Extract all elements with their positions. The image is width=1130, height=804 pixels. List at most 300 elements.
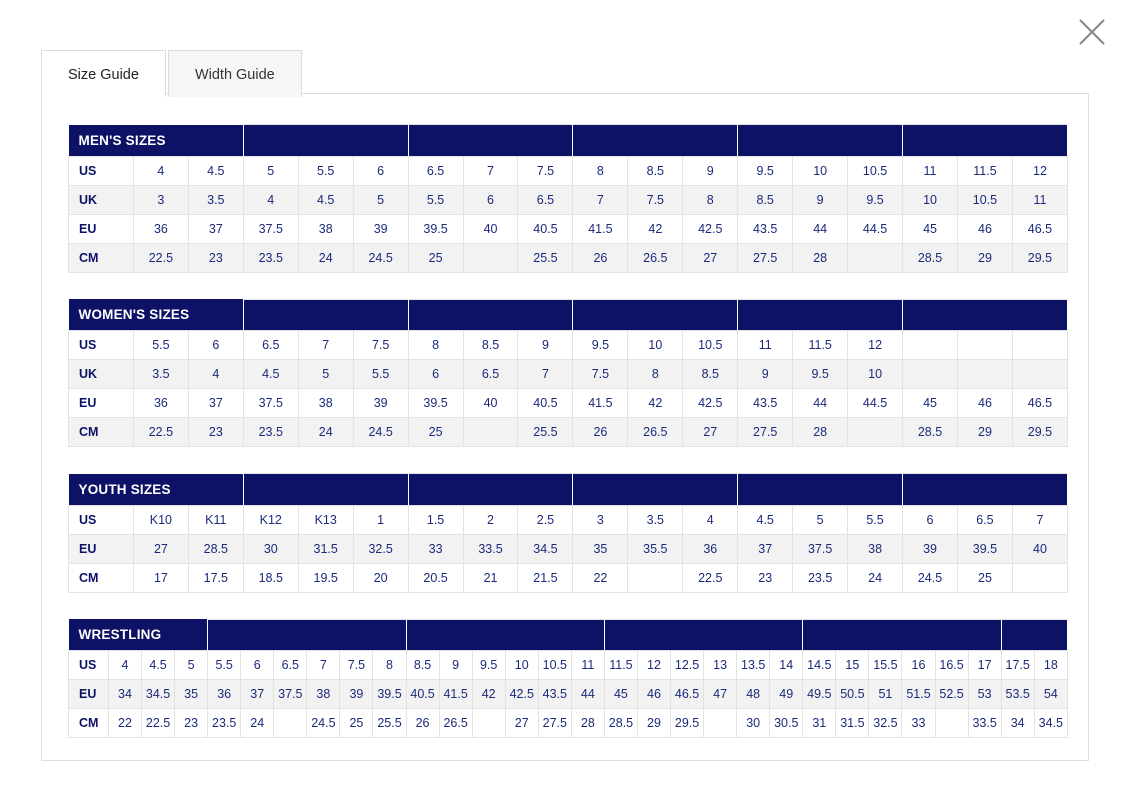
size-cell: 49.5	[803, 680, 836, 709]
table-header-filler	[573, 299, 738, 331]
size-cell: 40	[1012, 534, 1067, 563]
table-header-filler	[408, 299, 573, 331]
size-cell: 40.5	[406, 680, 439, 709]
size-cell: 37.5	[243, 214, 298, 243]
size-cell: 41.5	[573, 389, 628, 418]
size-cell: 38	[298, 214, 353, 243]
size-cell: 8.5	[463, 331, 518, 360]
table-header-row	[69, 299, 1068, 331]
size-cell: 43.5	[738, 389, 793, 418]
size-cell: 45	[903, 214, 958, 243]
size-cell: 10.5	[848, 156, 903, 185]
size-cell: 9.5	[848, 185, 903, 214]
size-cell: 10	[505, 651, 538, 680]
size-cell: 52.5	[935, 680, 968, 709]
size-cell: 4.5	[298, 185, 353, 214]
size-cell: 51	[869, 680, 902, 709]
size-cell: 44.5	[848, 214, 903, 243]
size-cell: 17.5	[1001, 651, 1034, 680]
size-cell: 24	[298, 243, 353, 272]
table-row	[69, 563, 1068, 592]
size-cell: 46	[957, 389, 1012, 418]
size-cell: 18.5	[243, 563, 298, 592]
size-cell: 9	[738, 360, 793, 389]
size-cell: 42.5	[683, 214, 738, 243]
size-cell: 7.5	[353, 331, 408, 360]
size-cell: 34	[108, 680, 141, 709]
size-cell: 22.5	[133, 243, 188, 272]
size-cell: 27	[683, 243, 738, 272]
table-header-filler	[208, 619, 406, 651]
size-cell: 28	[793, 418, 848, 447]
size-cell: 6.5	[243, 331, 298, 360]
size-cell: 21	[463, 563, 518, 592]
size-cell: 21.5	[518, 563, 573, 592]
size-cell	[903, 331, 958, 360]
table-header-filler	[903, 474, 1068, 506]
size-cell: 42.5	[505, 680, 538, 709]
size-cell: 15.5	[869, 651, 902, 680]
size-cell: 4.5	[243, 360, 298, 389]
table-row	[69, 156, 1068, 185]
size-cell: 12.5	[671, 651, 704, 680]
size-cell	[1012, 563, 1067, 592]
size-cell	[472, 709, 505, 738]
size-cell: 3.5	[628, 505, 683, 534]
size-cell: 39	[340, 680, 373, 709]
size-cell: 33	[408, 534, 463, 563]
table-title: WOMEN'S SIZES	[69, 299, 244, 331]
size-cell: 6	[188, 331, 243, 360]
size-cell: 37.5	[274, 680, 307, 709]
size-cell: 25.5	[518, 243, 573, 272]
size-cell: 4	[683, 505, 738, 534]
size-cell	[957, 331, 1012, 360]
size-cell: 51.5	[902, 680, 935, 709]
table-row	[69, 418, 1068, 447]
size-cell: 23.5	[793, 563, 848, 592]
size-cell: 42	[472, 680, 505, 709]
size-cell	[1012, 360, 1067, 389]
size-cell: 37	[738, 534, 793, 563]
size-cell: 7	[518, 360, 573, 389]
size-cell: 9.5	[573, 331, 628, 360]
table-row	[69, 331, 1068, 360]
size-cell: 3.5	[133, 360, 188, 389]
size-cell	[903, 360, 958, 389]
size-cell: 1.5	[408, 505, 463, 534]
size-cell: 36	[133, 214, 188, 243]
size-cell: 8.5	[628, 156, 683, 185]
size-cell: 18	[1034, 651, 1067, 680]
size-cell: 3	[133, 185, 188, 214]
size-cell: 39.5	[408, 214, 463, 243]
size-cell: 5	[793, 505, 848, 534]
size-cell: 24	[241, 709, 274, 738]
size-cell	[628, 563, 683, 592]
size-cell: 8.5	[683, 360, 738, 389]
size-cell: K11	[188, 505, 243, 534]
size-cell: 17	[133, 563, 188, 592]
size-cell: 5.5	[133, 331, 188, 360]
size-cell: 27.5	[738, 243, 793, 272]
table-title: WRESTLING	[69, 619, 208, 651]
row-label: US	[69, 505, 134, 534]
size-cell: K10	[133, 505, 188, 534]
table-header-filler	[243, 299, 408, 331]
row-label: EU	[69, 534, 134, 563]
size-cell: 23	[175, 709, 208, 738]
size-cell: 39.5	[373, 680, 406, 709]
size-cell: 1	[353, 505, 408, 534]
size-cell: 50.5	[836, 680, 869, 709]
size-cell: 28.5	[903, 243, 958, 272]
size-cell: 23.5	[208, 709, 241, 738]
size-cell: 7.5	[628, 185, 683, 214]
size-cell: 39	[353, 389, 408, 418]
size-cell: 39.5	[957, 534, 1012, 563]
size-cell: 30	[737, 709, 770, 738]
size-cell: 23	[188, 243, 243, 272]
size-cell: 24.5	[353, 418, 408, 447]
size-cell	[463, 243, 518, 272]
size-cell: 42.5	[683, 389, 738, 418]
table-row	[69, 680, 1068, 709]
row-label: UK	[69, 185, 134, 214]
size-cell: 9	[439, 651, 472, 680]
size-cell: 23	[188, 418, 243, 447]
size-cell: 25.5	[373, 709, 406, 738]
size-cell: 11	[738, 331, 793, 360]
size-cell: 40.5	[518, 389, 573, 418]
size-table	[68, 299, 1068, 448]
row-label: US	[69, 156, 134, 185]
size-cell: 25	[340, 709, 373, 738]
size-cell: 42	[628, 389, 683, 418]
table-row	[69, 243, 1068, 272]
size-cell: 39.5	[408, 389, 463, 418]
size-cell: 22	[108, 709, 141, 738]
size-cell: 8	[408, 331, 463, 360]
size-cell: 37	[241, 680, 274, 709]
size-cell: 15	[836, 651, 869, 680]
size-cell: 27	[683, 418, 738, 447]
size-cell: 2.5	[518, 505, 573, 534]
size-cell: 6.5	[463, 360, 518, 389]
size-cell: 26	[573, 243, 628, 272]
size-cell: 6.5	[957, 505, 1012, 534]
size-cell: 16	[902, 651, 935, 680]
size-cell: 25	[408, 418, 463, 447]
size-cell	[463, 418, 518, 447]
table-header-filler	[738, 125, 903, 157]
size-cell: 29.5	[671, 709, 704, 738]
size-cell: 45	[604, 680, 637, 709]
size-cell: 25.5	[518, 418, 573, 447]
size-cell: 7.5	[518, 156, 573, 185]
size-cell: 2	[463, 505, 518, 534]
size-cell: 37	[188, 214, 243, 243]
size-cell: 27.5	[738, 418, 793, 447]
size-cell	[957, 360, 1012, 389]
size-cell: 30	[243, 534, 298, 563]
size-cell: 11	[1012, 185, 1067, 214]
size-cell: 33.5	[463, 534, 518, 563]
size-cell: 34.5	[518, 534, 573, 563]
size-cell: 40.5	[518, 214, 573, 243]
size-cell: 27	[505, 709, 538, 738]
size-cell: 48	[737, 680, 770, 709]
size-cell: 36	[683, 534, 738, 563]
size-cell: 37.5	[793, 534, 848, 563]
size-cell: 6	[408, 360, 463, 389]
size-cell: 9.5	[472, 651, 505, 680]
size-cell: 22.5	[683, 563, 738, 592]
close-icon[interactable]	[1072, 12, 1112, 52]
size-cell: 49	[770, 680, 803, 709]
size-cell: 44	[793, 214, 848, 243]
size-cell: 8	[628, 360, 683, 389]
table-header-filler	[903, 299, 1068, 331]
size-cell: 5.5	[353, 360, 408, 389]
size-cell: 5.5	[848, 505, 903, 534]
size-cell: 28	[571, 709, 604, 738]
size-cell: 14.5	[803, 651, 836, 680]
size-cell: 46.5	[1012, 389, 1067, 418]
size-cell: 11.5	[793, 331, 848, 360]
size-cell: 25	[957, 563, 1012, 592]
row-label: CM	[69, 563, 134, 592]
size-cell: 5	[353, 185, 408, 214]
size-cell: 24.5	[353, 243, 408, 272]
size-cell	[935, 709, 968, 738]
table-row	[69, 389, 1068, 418]
row-label: CM	[69, 243, 134, 272]
table-header-row	[69, 474, 1068, 506]
size-cell: 4	[108, 651, 141, 680]
size-cell	[848, 243, 903, 272]
size-cell: 22.5	[142, 709, 175, 738]
table-header-row	[69, 125, 1068, 157]
size-cell: 47	[704, 680, 737, 709]
table-header-filler	[738, 474, 903, 506]
size-cell: 46	[957, 214, 1012, 243]
size-cell: 7	[573, 185, 628, 214]
size-cell: 29.5	[1012, 243, 1067, 272]
table-title: MEN'S SIZES	[69, 125, 244, 157]
size-cell: 25	[408, 243, 463, 272]
size-cell: 4	[188, 360, 243, 389]
size-cell: 32.5	[869, 709, 902, 738]
table-header-filler	[406, 619, 604, 651]
table-header-filler	[738, 299, 903, 331]
size-cell: 27.5	[538, 709, 571, 738]
size-cell: 41.5	[573, 214, 628, 243]
size-cell: 22.5	[133, 418, 188, 447]
row-label: UK	[69, 360, 134, 389]
size-cell: 31.5	[298, 534, 353, 563]
size-cell: 10.5	[683, 331, 738, 360]
table-header-filler	[903, 125, 1068, 157]
row-label: EU	[69, 680, 109, 709]
size-cell: K12	[243, 505, 298, 534]
size-cell: 9	[793, 185, 848, 214]
size-cell: 38	[307, 680, 340, 709]
size-guide-panel	[41, 93, 1089, 761]
row-label: CM	[69, 418, 134, 447]
size-cell: 38	[298, 389, 353, 418]
size-cell: 26	[406, 709, 439, 738]
size-cell: 26.5	[628, 243, 683, 272]
size-cell: 24.5	[307, 709, 340, 738]
size-cell: 13	[704, 651, 737, 680]
size-cell: 42	[628, 214, 683, 243]
size-cell: 44	[571, 680, 604, 709]
size-cell: 24	[848, 563, 903, 592]
size-table	[68, 124, 1068, 273]
size-cell: 53.5	[1001, 680, 1034, 709]
size-cell: 4	[133, 156, 188, 185]
size-cell: 12	[848, 331, 903, 360]
size-cell: 12	[637, 651, 670, 680]
size-cell: 7.5	[340, 651, 373, 680]
size-cell: 8	[683, 185, 738, 214]
size-cell: 29	[957, 418, 1012, 447]
size-cell: 53	[968, 680, 1001, 709]
row-label: US	[69, 331, 134, 360]
tables-container	[42, 94, 1088, 758]
row-label: EU	[69, 214, 134, 243]
size-cell: 40	[463, 214, 518, 243]
size-cell	[1012, 331, 1067, 360]
size-cell: 28.5	[188, 534, 243, 563]
table-header-filler	[803, 619, 1001, 651]
table-header-filler	[604, 619, 802, 651]
size-cell: 13.5	[737, 651, 770, 680]
size-cell: 9.5	[793, 360, 848, 389]
size-cell: 12	[1012, 156, 1067, 185]
size-cell: 11	[571, 651, 604, 680]
size-cell: 6.5	[274, 651, 307, 680]
table-header-filler	[1001, 619, 1067, 651]
size-cell: 36	[133, 389, 188, 418]
table-row	[69, 214, 1068, 243]
table-header-row	[69, 619, 1068, 651]
row-label: CM	[69, 709, 109, 738]
size-cell: 5.5	[298, 156, 353, 185]
size-cell: 6	[353, 156, 408, 185]
size-cell: 38	[848, 534, 903, 563]
size-cell: 41.5	[439, 680, 472, 709]
size-cell: 31.5	[836, 709, 869, 738]
size-cell: 10	[793, 156, 848, 185]
size-cell: 4	[243, 185, 298, 214]
table-header-filler	[573, 474, 738, 506]
row-label: EU	[69, 389, 134, 418]
size-cell: 43.5	[738, 214, 793, 243]
size-cell: 3.5	[188, 185, 243, 214]
size-cell: 6	[241, 651, 274, 680]
size-cell: 28.5	[604, 709, 637, 738]
size-table	[68, 619, 1068, 739]
size-cell: 5	[243, 156, 298, 185]
table-row	[69, 505, 1068, 534]
size-cell: 23.5	[243, 418, 298, 447]
size-cell: 8.5	[406, 651, 439, 680]
size-cell: 43.5	[538, 680, 571, 709]
size-cell: 20.5	[408, 563, 463, 592]
size-cell: 8	[573, 156, 628, 185]
size-cell: 7	[298, 331, 353, 360]
size-cell: 10.5	[538, 651, 571, 680]
tab-width-guide-label: Width Guide	[194, 67, 275, 83]
size-cell: 11.5	[957, 156, 1012, 185]
size-cell	[704, 709, 737, 738]
table-header-filler	[573, 125, 738, 157]
size-cell: 28.5	[903, 418, 958, 447]
size-cell: 26.5	[439, 709, 472, 738]
size-cell: 46	[637, 680, 670, 709]
size-cell: 5.5	[208, 651, 241, 680]
tab-size-guide-label: Size Guide	[68, 67, 139, 83]
size-cell: 33	[902, 709, 935, 738]
size-cell: 6.5	[518, 185, 573, 214]
size-cell: 9	[683, 156, 738, 185]
size-cell: 35	[573, 534, 628, 563]
size-cell: 7.5	[573, 360, 628, 389]
size-cell: 6.5	[408, 156, 463, 185]
size-cell: 44	[793, 389, 848, 418]
size-cell: 23.5	[243, 243, 298, 272]
size-cell: 24.5	[903, 563, 958, 592]
size-cell: K13	[298, 505, 353, 534]
table-row	[69, 709, 1068, 738]
size-cell: 5	[175, 651, 208, 680]
size-cell: 14	[770, 651, 803, 680]
size-cell: 9	[518, 331, 573, 360]
size-cell: 20	[353, 563, 408, 592]
tab-size-guide[interactable]	[41, 50, 166, 97]
size-cell: 27	[133, 534, 188, 563]
size-cell: 35.5	[628, 534, 683, 563]
table-row	[69, 651, 1068, 680]
tab-width-guide[interactable]	[168, 50, 302, 97]
table-header-filler	[243, 474, 408, 506]
size-cell: 29	[957, 243, 1012, 272]
size-cell: 10	[848, 360, 903, 389]
size-cell: 22	[573, 563, 628, 592]
table-header-filler	[408, 474, 573, 506]
table-title: YOUTH SIZES	[69, 474, 244, 506]
size-cell: 7	[463, 156, 518, 185]
size-cell: 6	[903, 505, 958, 534]
size-cell: 31	[803, 709, 836, 738]
size-cell: 37.5	[243, 389, 298, 418]
size-cell: 29.5	[1012, 418, 1067, 447]
table-row	[69, 360, 1068, 389]
size-cell: 34.5	[142, 680, 175, 709]
size-cell: 45	[903, 389, 958, 418]
size-cell: 39	[353, 214, 408, 243]
size-cell: 26	[573, 418, 628, 447]
table-header-filler	[408, 125, 573, 157]
size-cell: 32.5	[353, 534, 408, 563]
size-cell: 5.5	[408, 185, 463, 214]
size-cell: 54	[1034, 680, 1067, 709]
size-cell: 11	[903, 156, 958, 185]
size-cell: 30.5	[770, 709, 803, 738]
size-cell: 9.5	[738, 156, 793, 185]
